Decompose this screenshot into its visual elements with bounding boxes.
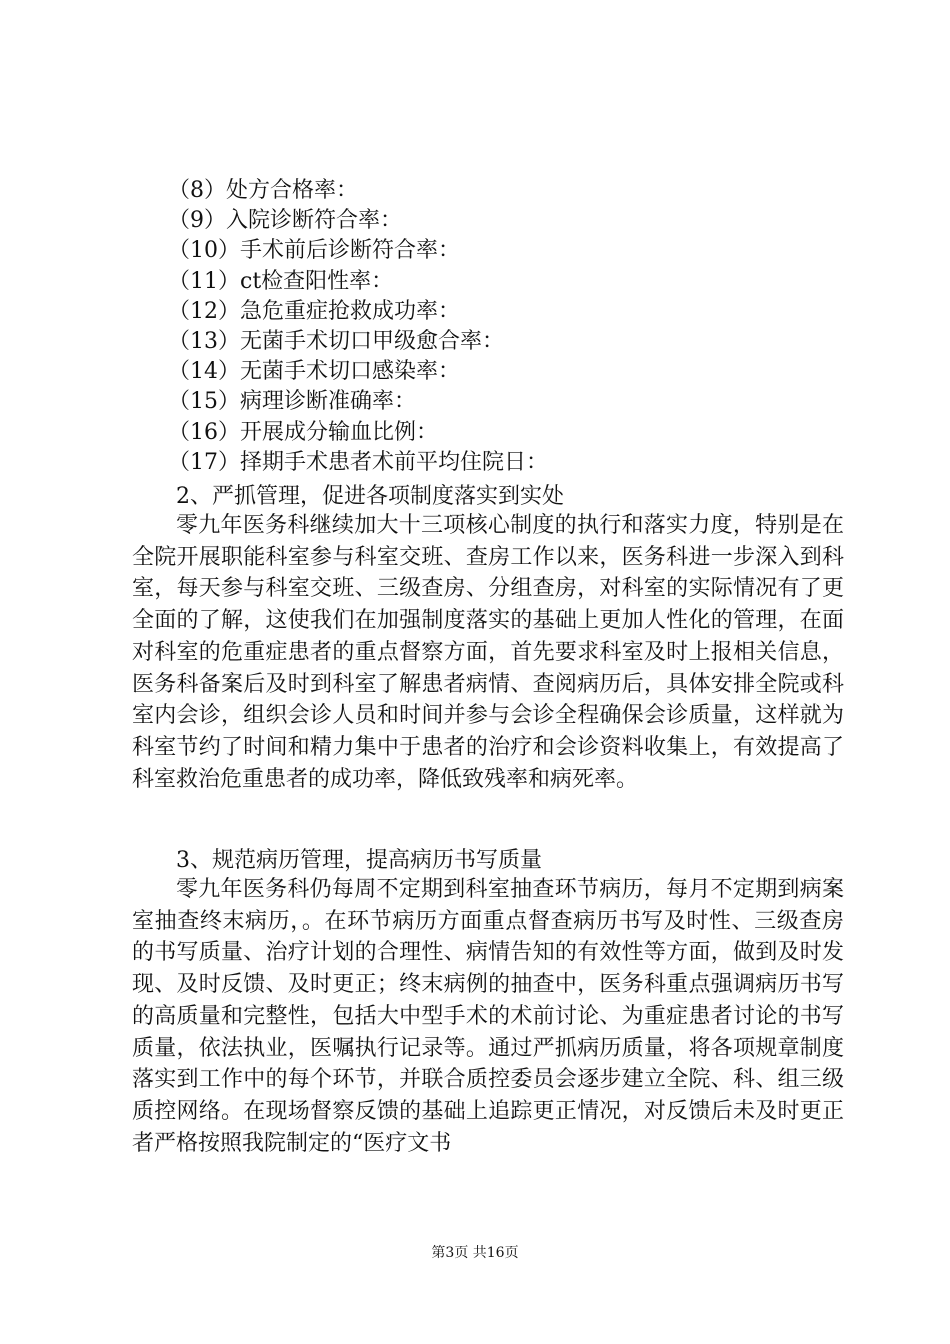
section-2-paragraph: 零九年医务科继续加大十三项核心制度的执行和落实力度，特别是在全院开展职能科室参与科室交班、查房工作以来，医务科进一步深入到科室，每天参与科室交班、三级查房、分组查房，对科室的实际情况有了更全面的了解，这使我们在加强制度落实的基础上更加人性化的管理，在面对科室的危重症患者的重点督察方面，首先要求科室及时上报相关信息，医务科备案后及时到科室了解患者病情、查阅病历后，具体安排全院或科室内会诊，组织会诊人员和时间并参与会诊全程确保会诊质量，这样就为科室节约了时间和精力集中于患者的治疗和会诊资料收集上，有效提高了科室救治危重患者的成功率，降低致残率和病死率。 [132, 513, 844, 792]
list-item: （13）无菌手术切口甲级愈合率： [168, 329, 504, 355]
list-item: （16）开展成分输血比例： [168, 419, 438, 445]
section-3-paragraph: 零九年医务科仍每周不定期到科室抽查环节病历，每月不定期到病案室抽查终末病历，。在环节病历方面重点督查病历书写及时性、三级查房的书写质量、治疗计划的合理性、病情告知的有效性等方面，做到及时发现、及时反馈、及时更正；终末病例的抽查中，医务科重点强调病历书写的高质量和完整性，包括大中型手术的术前讨论、为重症患者讨论的书写质量，依法执业，医嘱执行记录等。通过严抓病历质量，将各项规章制度落实到工作中的每个环节，并联合质控委员会逐步建立全院、科、组三级质控网络。在现场督察反馈的基础上追踪更正情况，对反馈后未及时更正者严格按照我院制定的“医疗文书 [132, 877, 844, 1156]
page-number-footer: 第3页 共16页 [431, 1245, 519, 1261]
list-item: （12）急危重症抢救成功率： [168, 298, 460, 324]
list-item: （15）病理诊断准确率： [168, 389, 416, 415]
list-item: （11）ct检查阳性率： [168, 268, 394, 294]
section-2-heading: 2、严抓管理，促进各项制度落实到实处 [176, 484, 564, 509]
list-item: （8）处方合格率： [168, 178, 358, 203]
indicator-list [168, 176, 868, 478]
list-item: （10）手术前后诊断符合率： [168, 238, 460, 264]
list-item: （9）入院诊断符合率： [168, 208, 402, 234]
section-3-heading: 3、规范病历管理，提高病历书写质量 [176, 848, 542, 873]
list-item: （17）择期手术患者术前平均住院日： [168, 449, 548, 475]
list-item: （14）无菌手术切口感染率： [168, 359, 460, 385]
